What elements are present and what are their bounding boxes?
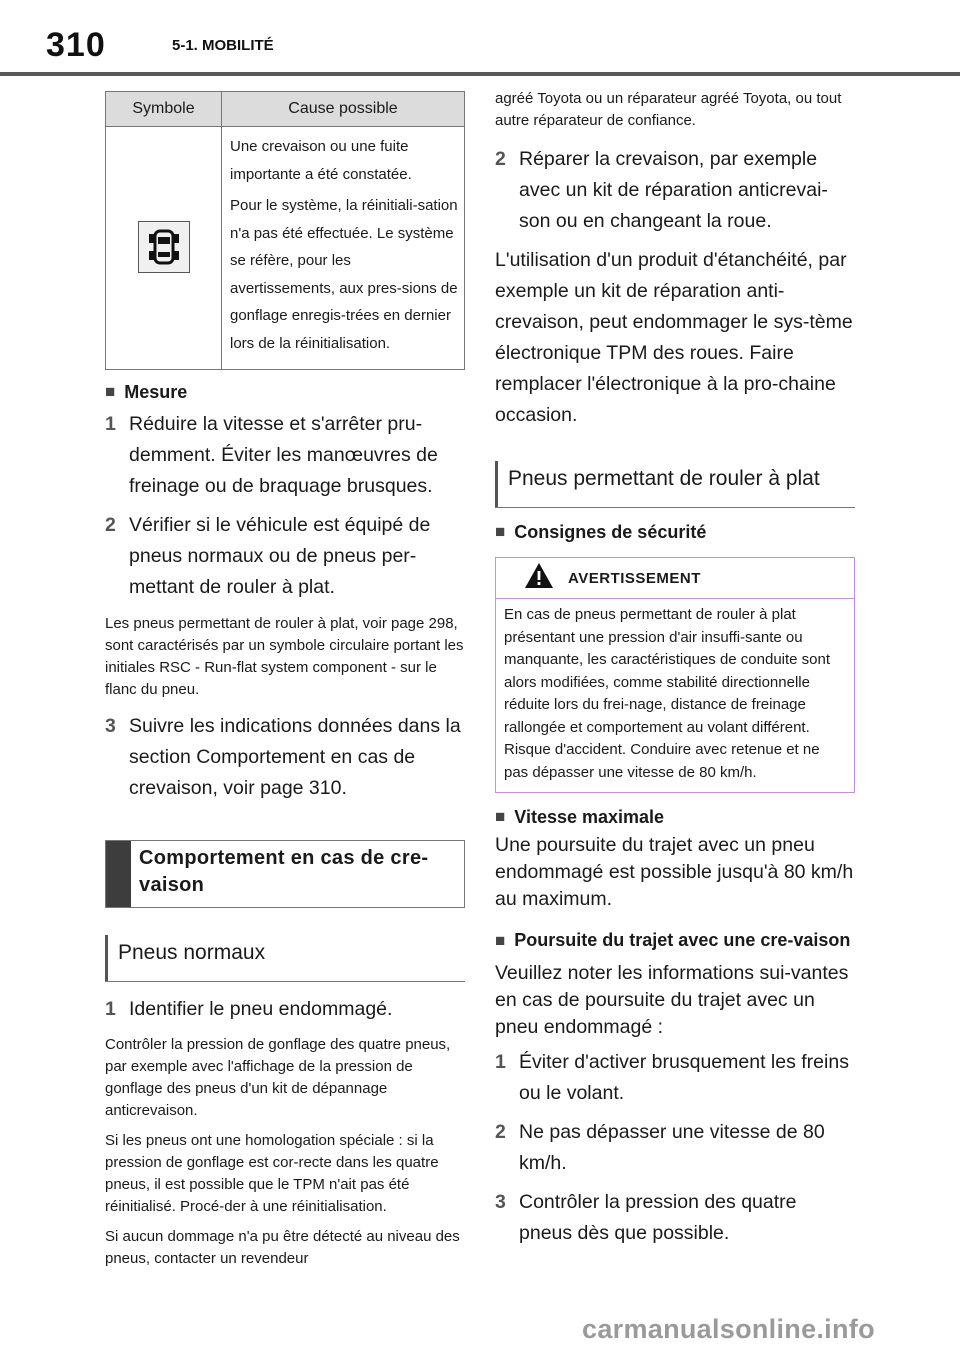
symbol-cell [106, 127, 222, 370]
step-text: Suivre les indications données dans la section Comportement en cas de crevaison, voir page 310. [129, 715, 461, 799]
symbol-table [105, 91, 465, 370]
heading-label: Vitesse maximale [514, 807, 665, 827]
step-number: 1 [495, 1051, 506, 1073]
square-bullet-icon: ■ [495, 931, 506, 950]
cause-text-1: Une crevaison ou une fuite importante a été constatée. [230, 138, 412, 183]
step-number: 2 [495, 1121, 506, 1143]
step-item [495, 1117, 855, 1179]
step-item [495, 1187, 855, 1249]
box-bar [105, 935, 108, 981]
step-number: 1 [105, 998, 116, 1020]
heading-consignes [495, 522, 855, 543]
paragraph: Contrôler la pression de gonflage des quatre pneus, par exemple avec l'affichage de la pression de gonflage des pneus d'un kit de dépannage anticrevaison. [105, 1036, 451, 1119]
warning-header [496, 558, 854, 599]
note-rsc: Les pneus permettant de rouler à plat, voir page 298, sont caractérisés par un symbole circulaire portant les initiales RSC - Run-flat system component - sur le flanc du pneu. [105, 615, 464, 698]
watermark: carmanualsonline.info [582, 1314, 875, 1344]
tire-pressure-car-icon [138, 221, 190, 273]
step-item [105, 994, 465, 1025]
col-header-cause: Cause possible [222, 92, 465, 127]
section-box-pneus-normaux [105, 935, 465, 982]
warning-triangle-icon [524, 562, 554, 594]
paragraph: Une poursuite du trajet avec un pneu endommagé est possible jusqu'à 80 km/h au maximum. [495, 834, 854, 910]
step-item [105, 510, 465, 603]
step-number: 1 [105, 413, 116, 435]
square-bullet-icon: ■ [495, 522, 506, 541]
box-bar [495, 461, 498, 507]
step-number: 2 [495, 148, 506, 170]
warning-box [495, 557, 855, 793]
step-text: Réduire la vitesse et s'arrêter pru-demment. Éviter les manœuvres de freinage ou de braquage brusques. [129, 413, 438, 497]
section-box-title: Pneus normaux [118, 941, 266, 964]
step-item [105, 409, 465, 502]
warning-text: En cas de pneus permettant de rouler à plat présentant une pression d'air insuffi-sante ou manquante, les caractéristiques de conduite sont alors modifiées, comme stabilité directionnelle réduite lors du frei-nage, distance de freinage rallongée et comportement au volant différent. Risque d'accident. Conduire avec retenue et ne pas dépasser une vitesse de 80 km/h. [504, 606, 831, 781]
paragraph: Si aucun dommage n'a pu être détecté au niveau des pneus, contacter un revendeur [105, 1228, 460, 1267]
step-item [495, 1047, 855, 1109]
section-box-comportement [105, 840, 465, 908]
heading-mesure-label: Mesure [124, 382, 188, 402]
paragraph: agréé Toyota ou un réparateur agréé Toyota, ou tout autre réparateur de confiance. [495, 90, 842, 129]
warning-label: AVERTISSEMENT [568, 569, 701, 587]
square-bullet-icon: ■ [105, 382, 116, 401]
heading-poursuite [495, 927, 855, 954]
step-number: 3 [105, 715, 116, 737]
heading-label: Poursuite du trajet avec une cre-vaison [514, 930, 851, 950]
paragraph: Si les pneus ont une homologation spéciale : si la pression de gonflage est cor-recte dans les quatre pneus, il est possible que le TPM n'ait pas été réinitialisé. Procé-der à une réinitialisation. [105, 1132, 439, 1215]
cause-cell [222, 127, 465, 370]
step-item [495, 144, 855, 237]
cause-text-2: Pour le système, la réinitiali-sation n'a pas été effectuée. Le système se réfère, pour les avertissements, aux pres-sions de gonflage enregis-trées en dernier lors de la réinitialisation. [230, 197, 458, 352]
paragraph: Veuillez noter les informations sui-vantes en cas de poursuite du trajet avec un pneu endommagé : [495, 962, 849, 1038]
heading-label: Consignes de sécurité [514, 522, 707, 542]
paragraph: L'utilisation d'un produit d'étanchéité, par exemple un kit de réparation anti-crevaison, peut endommager le sys-tème électronique TPM des roues. Faire remplacer l'électronique à la pro-chaine occasion. [495, 249, 853, 426]
section-box-title: Comportement en cas de cre-vaison [139, 847, 429, 896]
left-column [105, 91, 465, 1270]
col-header-symbol: Symbole [106, 92, 222, 127]
step-text: Identifier le pneu endommagé. [129, 998, 393, 1020]
right-column [495, 88, 855, 1249]
box-bar [106, 841, 131, 907]
heading-mesure [105, 382, 465, 403]
step-text: Ne pas dépasser une vitesse de 80 km/h. [519, 1121, 825, 1174]
section-box-runflat [495, 461, 855, 508]
step-text: Contrôler la pression des quatre pneus dès que possible. [519, 1191, 797, 1244]
step-number: 2 [105, 514, 116, 536]
step-text: Réparer la crevaison, par exemple avec un kit de réparation anticrevai-son ou en changeant la roue. [519, 148, 828, 232]
step-item [105, 711, 465, 804]
square-bullet-icon: ■ [495, 807, 506, 826]
page-number: 310 [46, 26, 106, 64]
step-number: 3 [495, 1191, 506, 1213]
header-rule [0, 72, 960, 76]
section-title: 5-1. MOBILITÉ [172, 37, 274, 54]
heading-vitesse [495, 807, 855, 828]
step-text: Vérifier si le véhicule est équipé de pneus normaux ou de pneus per-mettant de rouler à plat. [129, 514, 431, 598]
step-text: Éviter d'activer brusquement les freins ou le volant. [519, 1051, 849, 1104]
section-box-title: Pneus permettant de rouler à plat [508, 467, 820, 490]
